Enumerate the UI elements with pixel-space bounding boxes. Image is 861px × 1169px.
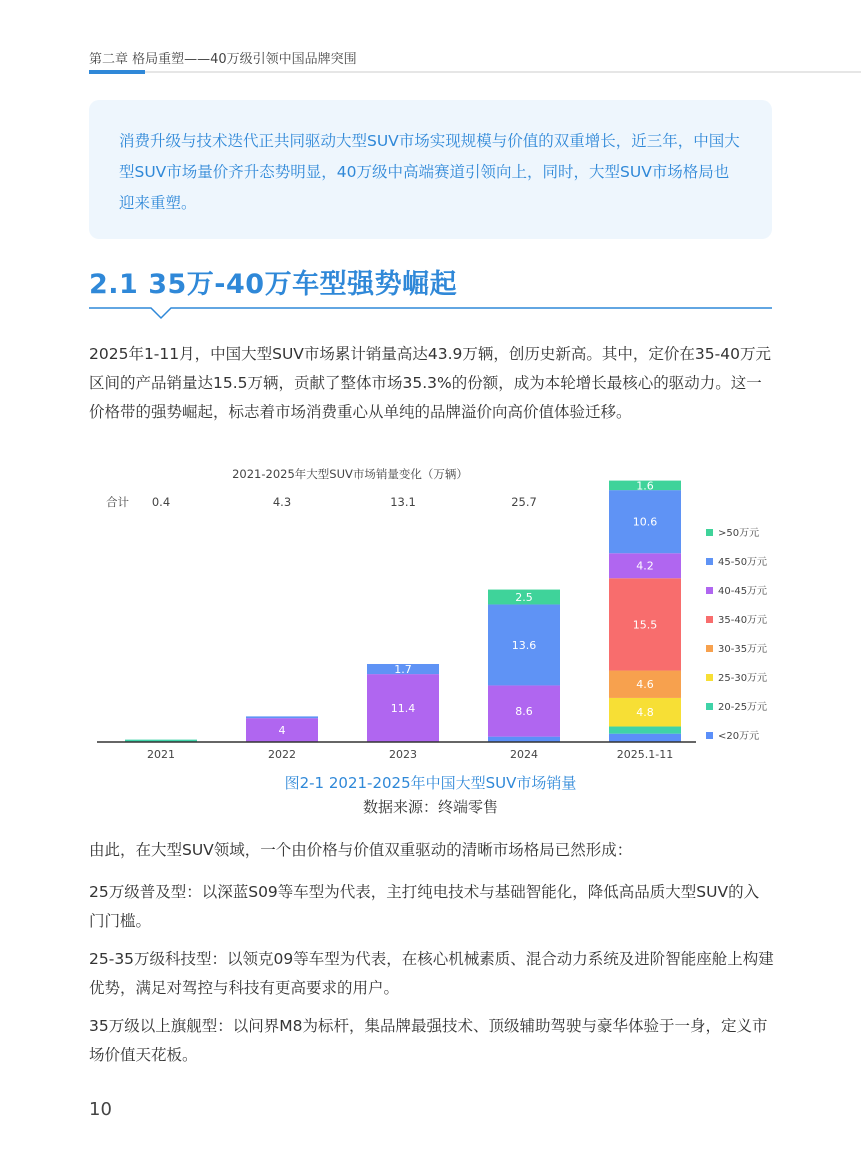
x-tick-label: 2025.1-11 [616,748,674,761]
legend-swatch [706,674,713,681]
legend-label: <20万元 [718,731,760,742]
legend-label: >50万元 [718,528,760,539]
bar-value-label: 4.8 [636,706,654,720]
chart-title: 2021-2025年大型SUV市场销量变化（万辆） [232,467,468,481]
section-title-underline [89,300,773,324]
bar-value-label: 1.6 [636,479,654,493]
legend [706,527,767,742]
legend-swatch [706,703,713,710]
legend-swatch [706,529,713,536]
legend-swatch [706,558,713,565]
running-header: 第二章 格局重塑——40万级引领中国品牌突围 [89,52,357,67]
figure-source: 数据来源：终端零售 [362,798,498,816]
body-paragraph-2: 由此，在大型SUV领域，一个由价格与价值双重驱动的清晰市场格局已然形成： [89,841,633,859]
bar-value-label: 1.7 [394,663,412,677]
bar-segment [488,737,560,742]
x-tick-labels [147,748,673,761]
bar-value-label: 11.4 [390,702,416,716]
chart-svg [89,462,772,772]
x-tick-label: 2022 [268,748,296,761]
total-label: 4.3 [272,495,292,509]
body-paragraph-4: 25-35万级科技型：以领克09等车型为代表，在核心机械素质、混合动力系统及进阶智能座舱上构建优势，满足对驾控与科技有更高要求的用户。 [89,950,774,997]
header-rule [145,71,861,73]
bar-segment [246,716,318,718]
body-paragraph-5: 35万级以上旗舰型：以问界M8为标杆，集品牌最强技术、顶级辅助驾驶与豪华体验于一身，定义市场价值天花板。 [89,1017,768,1064]
legend-swatch [706,645,713,652]
totals-label: 合计 [106,495,129,509]
total-label: 25.7 [511,495,537,509]
total-label: 13.1 [390,495,416,509]
bar-value-label: 8.6 [515,705,533,719]
body-paragraph-3: 25万级普及型：以深蓝S09等车型为代表，主打纯电技术与基础智能化，降低高品质大型SUV的入门门槛。 [89,883,760,930]
intro-callout [89,100,772,239]
legend-label: 30-35万元 [718,644,768,655]
totals-row [152,495,658,509]
bar-segment [609,727,681,734]
bar-value-label: 4 [278,724,286,738]
stacked-bar-chart [89,462,772,776]
bar-value-label: 2.5 [515,591,533,605]
legend-label: 25-30万元 [718,673,768,684]
legend-label: 35-40万元 [718,615,768,626]
total-label: 0.4 [151,495,171,509]
legend-swatch [706,732,713,739]
page-number: 10 [89,1099,112,1120]
header-accent-bar [89,70,145,74]
bar-value-label: 15.5 [632,618,658,632]
body-paragraph-1: 2025年1-11月，中国大型SUV市场累计销量高达43.9万辆，创历史新高。其中，定价在35-40万元区间的产品销量达15.5万辆，贡献了整体市场35.3%的份额，成为本轮增长最核心的驱动力。这一价格带的强势崛起，标志着市场消费重心从单纯的品牌溢价向高价值体验迁移。 [89,345,771,421]
bar-value-label: 13.6 [511,638,537,652]
legend-label: 20-25万元 [718,702,768,713]
figure-caption: 图2-1 2021-2025年中国大型SUV市场销量 [284,774,577,792]
x-tick-label: 2021 [147,748,175,761]
bar-segment [609,734,681,742]
x-tick-label: 2023 [389,748,417,761]
legend-label: 40-45万元 [718,586,768,597]
section-title: 2.1 35万-40万车型强势崛起 [89,269,458,300]
x-tick-label: 2024 [510,748,538,761]
bars [125,479,681,742]
legend-swatch [706,587,713,594]
bar-value-label: 10.6 [632,515,658,529]
intro-text: 消费升级与技术迭代正共同驱动大型SUV市场实现规模与价值的双重增长，近三年，中国大型SUV市场量价齐升态势明显，40万级中高端赛道引领向上，同时，大型SUV市场格局也迎来重塑。 [119,132,740,212]
legend-label: 45-50万元 [718,557,768,568]
bar-value-label: 4.2 [636,559,654,573]
bar-value-label: 4.6 [636,678,654,692]
legend-swatch [706,616,713,623]
